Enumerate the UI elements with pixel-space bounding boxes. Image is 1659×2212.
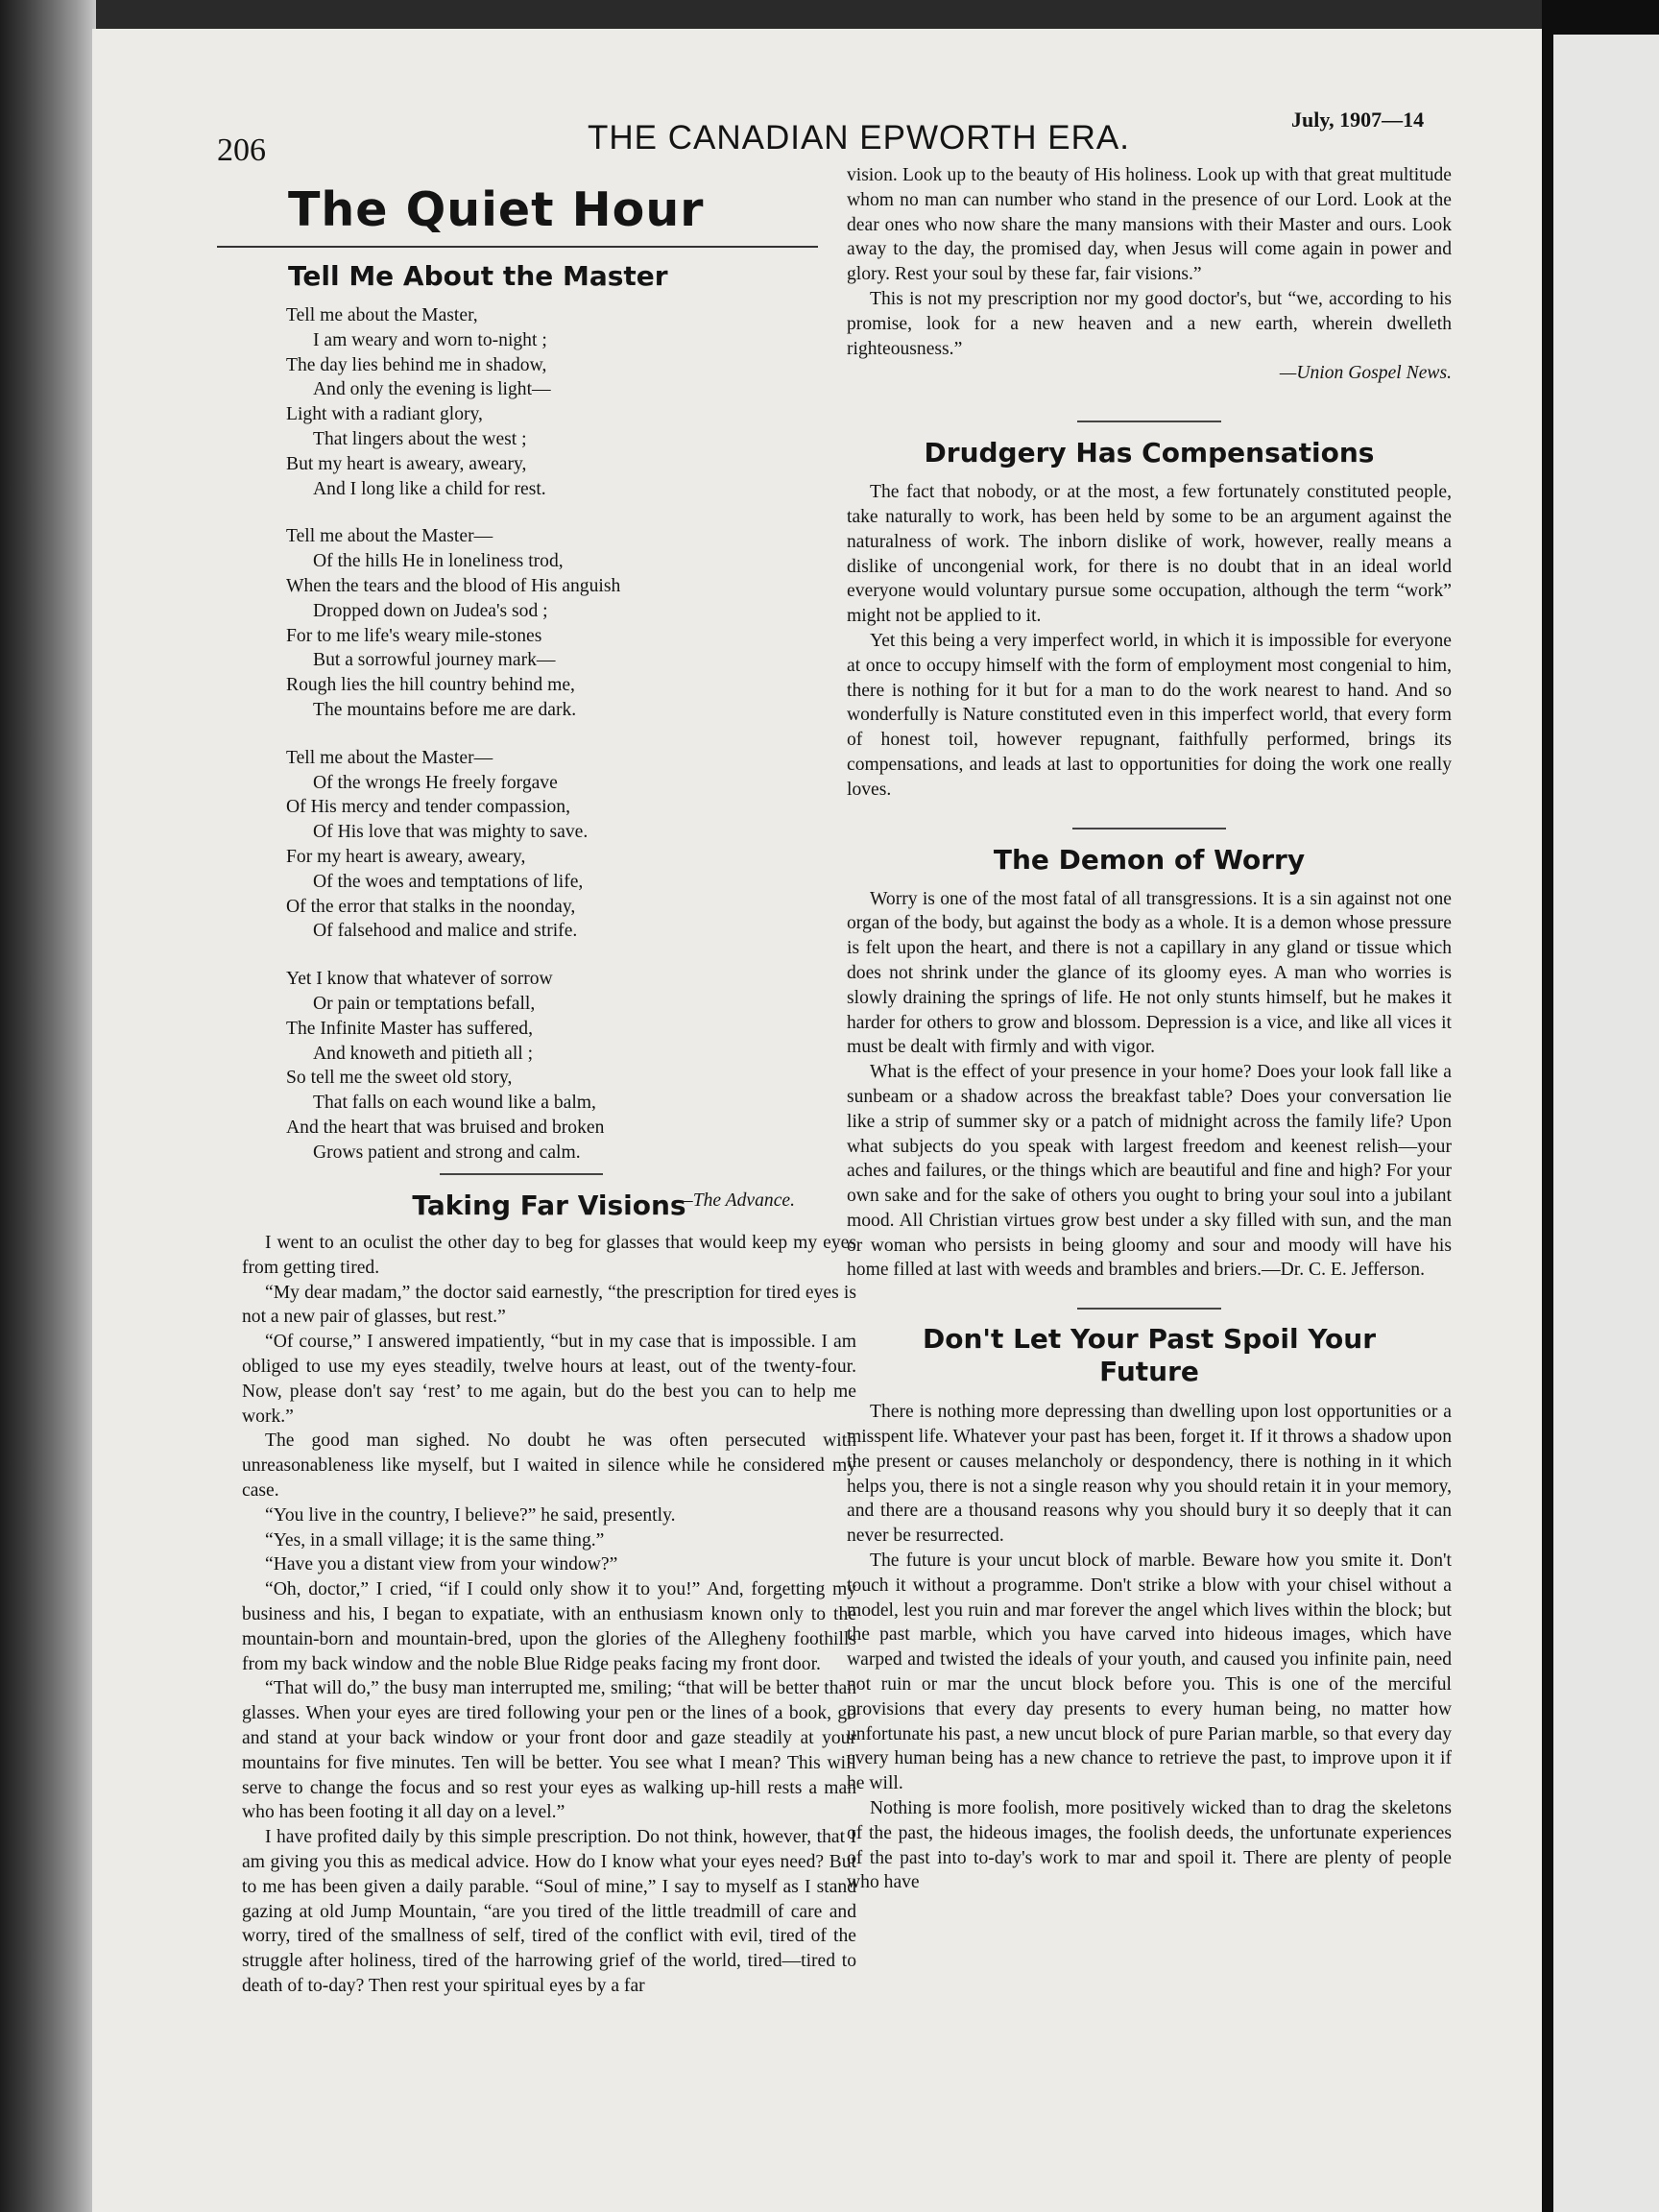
paragraph: Yet this being a very imperfect world, in which it is impossible for everyone at once to occupy himself with the form of employment most congenial to him, there is nothing for it but for a man to do the work nearest to hand. And so wonderfully is Nature constituted even in this imperfect world, that every form of honest toil, however repugnant, faithfully performed, brings its compensations, and leads at last to opportunities for doing the work one really loves. <box>847 630 1452 800</box>
book-binding <box>0 0 96 2212</box>
poem-line: Of the wrongs He freely forgave <box>313 772 558 793</box>
page-number: 206 <box>217 132 266 168</box>
past-title: Don't Let Your Past Spoil Your Future <box>922 1323 1377 1388</box>
worry-title: The Demon of Worry <box>993 843 1306 876</box>
paragraph: The good man sighed. No doubt he was often persecuted with unreasonableness like myself, but I waited in silence while he considered my case. <box>242 1431 856 1501</box>
paragraph: “My dear madam,” the doctor said earnestly, “the prescription for tired eyes is not a new pair of glasses, but rest.” <box>242 1282 856 1328</box>
poem-block <box>286 259 824 1213</box>
paragraph: I have profited daily by this simple prescription. Do not think, however, that I am giving you this as medical advice. How do I know what your eyes need? But to me has been given a daily parable. “Soul of mine,” I say to myself as I stand gazing at old Jump Mountain, “are you tired of the little treadmill of care and worry, tired of the smallness of self, tired of the conflict with evil, tired of the struggle after holiness, tired of the harrowing grief of the world, tired—tired to death of to-day? Then rest your spiritual eyes by a far <box>242 1827 856 1996</box>
poem-line: The mountains before me are dark. <box>313 699 577 720</box>
poem-line: Of the error that stalks in the noonday, <box>286 896 576 917</box>
poem-line: When the tears and the blood of His anguish <box>286 575 621 596</box>
poem-stanza <box>286 746 824 944</box>
divider-rule <box>440 1173 603 1175</box>
paragraph: What is the effect of your presence in your home? Does your look fall like a sunbeam or a shadow across the breakfast table? Does your conversation lie like a strip of summer sky or a patch of midnight across the family life? Upon what subjects do you speak with largest freedom and keenest relish—your aches and failures, or the things which are beautiful and fine and high? For your own sake and for the sake of others you ought to bring your soul into a jubilant mood. All Christian virtues grow best under a sky filled with sun, and the man or woman who persists in being gloomy and sour and moody will have his home filled at last with weeds and brambles and briers.—Dr. C. E. Jefferson. <box>847 1062 1452 1281</box>
poem-line: Or pain or temptations befall, <box>313 993 536 1014</box>
section-title-rule <box>217 246 818 248</box>
poem-line: And only the evening is light— <box>313 379 551 400</box>
divider-rule <box>1072 828 1226 830</box>
facing-page-edge <box>1553 35 1659 2212</box>
visions-source: —Union Gospel News. <box>1279 363 1452 384</box>
worry-body <box>847 887 1452 1284</box>
past-body <box>847 1400 1452 1895</box>
poem-line: And the heart that was bruised and broken <box>286 1117 605 1138</box>
poem-line: Tell me about the Master— <box>286 526 493 547</box>
poem-stanza <box>286 967 824 1165</box>
poem-source: —The Advance. <box>676 1190 795 1211</box>
paragraph: Worry is one of the most fatal of all transgressions. It is a sin against not one organ of the body, but against the body as a whole. It is a demon whose pressure is felt upon the heart, and there is not a capillary in any gland or tissue which does not shrink under the glance of its gloomy eyes. A man who worries is slowly draining the springs of life. He not only stunts himself, but he makes it harder for others to grow and blossom. Depression is a vice, and like all vices it must be dealt with firmly and with vigor. <box>847 888 1452 1058</box>
issue-date: July, 1907—14 <box>1291 108 1425 132</box>
paragraph: vision. Look up to the beauty of His holiness. Look up with that great multitude whom no man can number who stand in the presence of our Lord. Look at the dear ones who now share the many mansions with their Master and ours. Look away to the day, the promised day, when Jesus will come again in power and glory. Rest your soul by these far, fair visions.” <box>847 165 1452 285</box>
poem-line: Light with a radiant glory, <box>286 404 483 425</box>
paragraph: “Have you a distant view from your window?” <box>265 1554 618 1575</box>
poem-line: And knoweth and pitieth all ; <box>313 1043 534 1064</box>
poem-stanza <box>286 303 824 501</box>
poem-title: Tell Me About the Master <box>288 260 668 292</box>
poem-line: Of the hills He in loneliness trod, <box>313 551 564 572</box>
poem-line: And I long like a child for rest. <box>313 478 546 499</box>
running-head: THE CANADIAN EPWORTH ERA. <box>588 119 1130 156</box>
drudgery-body <box>847 480 1452 802</box>
poem-line: Tell me about the Master— <box>286 747 493 768</box>
divider-rule <box>1077 1308 1221 1310</box>
poem-line: But a sorrowful journey mark— <box>313 650 556 671</box>
poem-line: Yet I know that whatever of sorrow <box>286 969 553 990</box>
poem-line: Grows patient and strong and calm. <box>313 1142 581 1163</box>
poem-line: Tell me about the Master, <box>286 305 478 325</box>
poem-line: The day lies behind me in shadow, <box>286 354 547 375</box>
poem-line: Of His mercy and tender compassion, <box>286 797 571 818</box>
paragraph: This is not my prescription nor my good doctor's, but “we, according to his promise, look for a new heaven and a new earth, wherein dwelleth righteousness.” <box>847 288 1452 359</box>
poem-line: Of falsehood and malice and strife. <box>313 921 578 942</box>
article-visions <box>242 1189 856 1999</box>
paragraph: I went to an oculist the other day to beg for glasses that would keep my eyes from getting tired. <box>242 1233 856 1278</box>
poem-line: For my heart is aweary, aweary, <box>286 846 526 867</box>
paragraph: “Oh, doctor,” I cried, “if I could only show it to you!” And, forgetting my business and his, I began to expatiate, with an enthusiasm known only to the mountain-born and mountain-bred, upon the glories of the Allegheny foothills from my back window and the noble Blue Ridge peaks facing my front door. <box>242 1579 856 1674</box>
paragraph: “That will do,” the busy man interrupted me, smiling; “that will be better than glasses. When your eyes are tired following your pen or the lines of a book, go and stand at your back window or your front door and gaze steadily at your mountains for five minutes. Ten will be better. You see what I mean? This will serve to change the focus and so rest your eyes as walking up-hill rests a man who has been footing it all day on a level.” <box>242 1678 856 1823</box>
drudgery-title: Drudgery Has Compensations <box>924 437 1375 469</box>
poem-stanza <box>286 524 824 722</box>
poem-body <box>286 303 824 1166</box>
poem-line: Of His love that was mighty to save. <box>313 822 589 843</box>
right-column <box>847 163 1452 1895</box>
poem-line: But my heart is aweary, aweary, <box>286 453 527 474</box>
visions-continuation <box>847 163 1452 361</box>
poem-line: So tell me the sweet old story, <box>286 1068 513 1089</box>
divider-rule <box>1077 421 1221 422</box>
paragraph: Nothing is more foolish, more positively wicked than to drag the skeletons of the past, the hideous images, the foolish deeds, the unfortunate experiences of the past into to-day's work to mar and spoil it. There are plenty of people who have <box>847 1798 1452 1893</box>
paragraph: “You live in the country, I believe?” he said, presently. <box>265 1504 676 1526</box>
paragraph: “Yes, in a small village; it is the same thing.” <box>265 1529 605 1551</box>
poem-line: The Infinite Master has suffered, <box>286 1018 533 1039</box>
paragraph: There is nothing more depressing than dwelling upon lost opportunities or a misspent life. Whatever your past has been, forget it. If it throws a shadow upon the present or causes melancholy or despondency, there is nothing in it which helps you, there is not a single reason why you should retain it in your memory, and there are a thousand reasons why you should bury it so deeply that it can never be resurrected. <box>847 1402 1452 1547</box>
poem-line: Rough lies the hill country behind me, <box>286 675 575 696</box>
poem-line: Of the woes and temptations of life, <box>313 871 584 892</box>
visions-title: Taking Far Visions <box>412 1190 686 1221</box>
poem-line: Dropped down on Judea's sod ; <box>313 600 548 621</box>
poem-line: For to me life's weary mile-stones <box>286 625 542 646</box>
poem-line: I am weary and worn to-night ; <box>313 329 547 350</box>
paragraph: The future is your uncut block of marble. Beware how you smite it. Don't touch it without a programme. Don't strike a blow with your chisel without a model, lest you ruin and mar forever the angel which lives within the block; but the past marble, which you have carved into hideous images, which have warped and twisted the ideals of your youth, and caused you infinite pain, need not ruin or mar the uncut block before you. This is one of the merciful provisions that every day presents to every human being, no matter how unfortunate his past, a new uncut block of pure Parian marble, so that every day every human being has a new chance to retrieve the past, to improve upon it if he will. <box>847 1551 1452 1794</box>
paragraph: The fact that nobody, or at the most, a few fortunately constituted people, take naturally to work, has been held by some to be an argument against the naturalness of work. The inborn dislike of work, however, really means a dislike of uncongenial work, for there is no doubt that in an ideal world everyone would voluntary pursue some occupation, although the term “work” might not be applied to it. <box>847 482 1452 627</box>
poem-line: That lingers about the west ; <box>313 428 527 449</box>
paragraph: “Of course,” I answered impatiently, “but in my case that is impossible. I am obliged to use my eyes steadily, twelve hours at least, out of the twenty-four. Now, please don't say ‘rest’ to me again, but do the best you can to help me work.” <box>242 1332 856 1427</box>
section-title: The Quiet Hour <box>288 182 705 237</box>
poem-line: That falls on each wound like a balm, <box>313 1093 596 1114</box>
visions-body <box>242 1231 856 1999</box>
